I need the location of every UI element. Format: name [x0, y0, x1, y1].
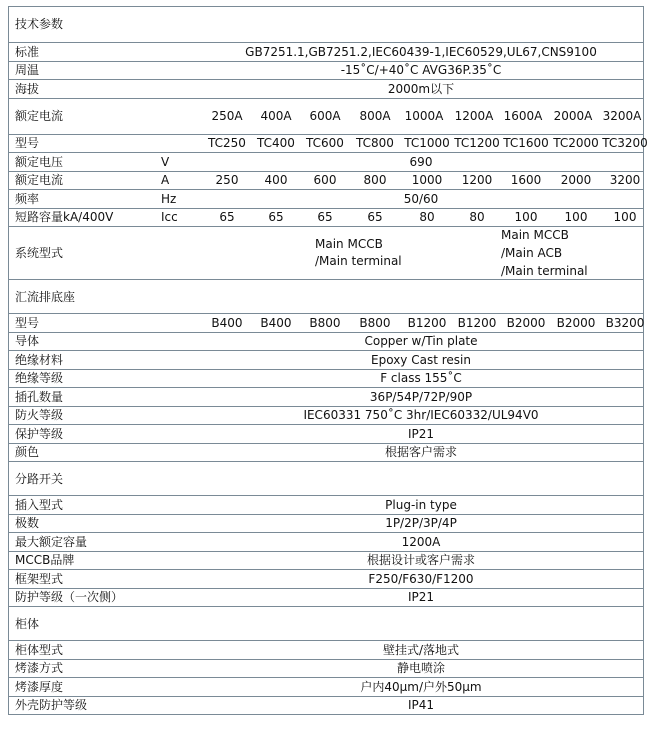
row-busbar-model	[9, 314, 643, 333]
model-cell: TC600	[306, 136, 344, 151]
row-value: Plug-in type	[385, 497, 457, 512]
section-title: 技术参数	[15, 17, 64, 31]
model-cell: TC2000	[553, 136, 599, 151]
row-unit: Icc	[161, 210, 178, 225]
row-label: 额定电流	[15, 173, 64, 188]
busbar-model-cell: B800	[359, 315, 391, 330]
section-header-tech	[9, 7, 643, 43]
system-type-acb	[501, 226, 588, 280]
row-cabinet-type	[9, 641, 643, 660]
current-value-cell: 1600	[510, 173, 542, 188]
row-slot-count	[9, 388, 643, 407]
busbar-model-cell: B2000	[506, 315, 546, 330]
spec-table	[8, 6, 648, 715]
row-system-type	[9, 227, 643, 280]
row-frame-type	[9, 570, 643, 589]
row-temperature	[9, 62, 643, 81]
current-value-cell: 1200	[461, 173, 493, 188]
row-label: 最大额定容量	[15, 534, 88, 549]
busbar-model-cell: B2000	[556, 315, 596, 330]
row-label: 系统型式	[15, 246, 64, 260]
row-value: IP21	[407, 590, 435, 605]
row-value: 2000m以下	[387, 81, 455, 96]
row-label: 周温	[15, 63, 40, 78]
row-insulation-class	[9, 370, 643, 389]
row-label: 导体	[15, 334, 40, 349]
row-label: 标准	[15, 44, 40, 59]
row-value: 静电喷涂	[396, 661, 445, 676]
row-label: 插孔数量	[15, 389, 64, 404]
row-label: 防火等级	[15, 408, 64, 423]
row-unit: Hz	[161, 191, 177, 206]
row-value: 根据设计或客户需求	[366, 553, 475, 568]
row-rated-voltage	[9, 153, 643, 172]
row-label: 颜色	[15, 445, 40, 460]
current-value-cell: 2000	[560, 173, 592, 188]
row-unit: V	[161, 154, 170, 169]
row-model	[9, 135, 648, 154]
row-value: 1200A	[401, 534, 441, 549]
row-fire-rating	[9, 407, 643, 426]
row-enclosure-protection	[9, 697, 643, 716]
current-cell: 1200A	[454, 109, 494, 123]
current-cell: 1000A	[404, 109, 444, 123]
row-insulation-material	[9, 351, 643, 370]
model-cell: TC3200	[602, 136, 648, 151]
current-cell: 2000A	[553, 109, 593, 123]
short-circuit-cell: 100	[613, 210, 637, 225]
row-label: 型号	[15, 136, 40, 151]
model-cell: TC400	[257, 136, 295, 151]
row-label: MCCB品牌	[15, 553, 75, 568]
row-label: 烤漆厚度	[15, 679, 64, 694]
busbar-model-cell: B1200	[407, 315, 447, 330]
row-rated-current-a	[9, 172, 643, 191]
system-line: Main MCCB	[315, 237, 383, 251]
busbar-model-cell: B400	[211, 315, 243, 330]
current-value-cell: 400	[264, 173, 288, 188]
current-value-cell: 3200	[609, 173, 641, 188]
model-cell: TC1000	[404, 136, 450, 151]
row-value: IP21	[407, 426, 435, 441]
row-label: 柜体型式	[15, 642, 64, 657]
row-value: F250/F630/F1200	[368, 571, 474, 586]
row-poles	[9, 515, 643, 534]
row-label: 框架型式	[15, 571, 64, 586]
row-frequency	[9, 190, 643, 209]
row-value: 690	[409, 154, 433, 169]
row-label: 极数	[15, 516, 40, 531]
short-circuit-cell: 80	[419, 210, 435, 225]
system-type-mccb	[315, 236, 402, 270]
section-title: 汇流排底座	[15, 290, 76, 304]
short-circuit-cell: 65	[268, 210, 284, 225]
row-value: 36P/54P/72P/90P	[369, 389, 473, 404]
row-paint-thickness	[9, 678, 643, 697]
row-standard	[9, 43, 643, 62]
row-value: Copper w/Tin plate	[364, 334, 478, 349]
row-unit: A	[161, 173, 170, 188]
short-circuit-cell: 100	[514, 210, 538, 225]
short-circuit-cell: 65	[317, 210, 333, 225]
section-header-busbar	[9, 280, 643, 314]
row-label: 短路容量kA/400V	[15, 210, 114, 225]
current-cell: 800A	[359, 109, 391, 123]
short-circuit-cell: 100	[564, 210, 588, 225]
current-cell: 3200A	[602, 109, 642, 123]
row-label: 额定电流	[15, 109, 64, 123]
busbar-model-cell: B1200	[457, 315, 497, 330]
row-mccb-brand	[9, 552, 643, 571]
row-conductor	[9, 333, 643, 352]
section-header-branch	[9, 462, 643, 496]
section-title: 柜体	[15, 617, 40, 631]
short-circuit-cell: 80	[469, 210, 485, 225]
row-value: 50/60	[403, 191, 439, 206]
row-label: 外壳防护等级	[15, 698, 88, 713]
row-value: IEC60331 750˚C 3hr/IEC60332/UL94V0	[303, 408, 539, 423]
row-value: F class 155˚C	[380, 371, 462, 386]
system-line: /Main ACB	[501, 246, 563, 260]
row-protection-rating	[9, 425, 643, 444]
system-line: Main MCCB	[501, 228, 569, 242]
row-rated-current	[9, 99, 643, 135]
current-cell: 250A	[211, 109, 243, 123]
row-max-capacity	[9, 533, 643, 552]
row-value: 壁挂式/落地式	[382, 642, 460, 657]
section-title: 分路开关	[15, 472, 64, 486]
row-label: 绝缘等级	[15, 371, 64, 386]
row-paint-method	[9, 660, 643, 679]
row-value: Epoxy Cast resin	[371, 352, 471, 367]
row-value: 户内40μm/户外50μm	[360, 679, 482, 694]
row-label: 额定电压	[15, 154, 64, 169]
row-label: 烤漆方式	[15, 661, 64, 676]
model-cell: TC250	[208, 136, 246, 151]
current-value-cell: 1000	[411, 173, 443, 188]
row-value: 根据客户需求	[384, 445, 457, 460]
current-cell: 400A	[260, 109, 292, 123]
busbar-model-cell: B400	[260, 315, 292, 330]
current-cell: 600A	[309, 109, 341, 123]
row-label: 型号	[15, 315, 40, 330]
row-label: 插入型式	[15, 497, 64, 512]
current-value-cell: 250	[215, 173, 239, 188]
short-circuit-cell: 65	[219, 210, 235, 225]
model-cell: TC1600	[503, 136, 549, 151]
row-label: 海拔	[15, 81, 40, 96]
model-cell: TC800	[356, 136, 394, 151]
busbar-model-cell: B3200	[605, 315, 645, 330]
row-label: 保护等级	[15, 426, 64, 441]
row-primary-protection	[9, 589, 643, 608]
row-value: IP41	[407, 698, 435, 713]
system-line: /Main terminal	[501, 264, 588, 278]
row-label: 防护等级（一次侧）	[15, 590, 124, 605]
model-cell: TC1200	[454, 136, 500, 151]
row-value: -15˚C/+40˚C AVG36P.35˚C	[340, 63, 502, 78]
row-altitude	[9, 80, 643, 99]
system-line: /Main terminal	[315, 254, 402, 268]
row-label: 绝缘材料	[15, 352, 64, 367]
row-value: GB7251.1,GB7251.2,IEC60439-1,IEC60529,UL67,CNS9100	[245, 44, 597, 59]
current-value-cell: 600	[313, 173, 337, 188]
row-color	[9, 444, 643, 463]
row-label: 频率	[15, 191, 40, 206]
row-short-circuit	[9, 209, 643, 228]
current-cell: 1600A	[503, 109, 543, 123]
row-value: 1P/2P/3P/4P	[385, 516, 457, 531]
short-circuit-cell: 65	[367, 210, 383, 225]
current-value-cell: 800	[363, 173, 387, 188]
row-insert-type	[9, 496, 643, 515]
section-header-cabinet	[9, 607, 643, 641]
busbar-model-cell: B800	[309, 315, 341, 330]
